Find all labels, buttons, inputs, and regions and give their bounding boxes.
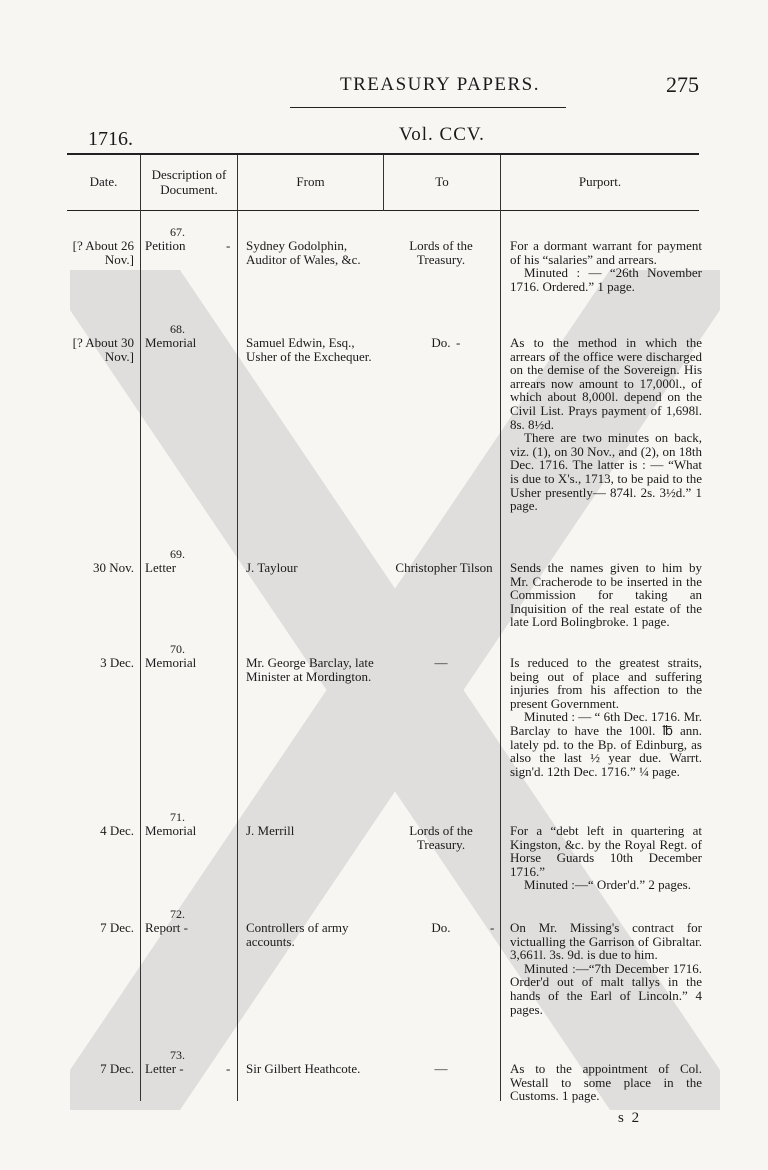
leader-dash: - — [456, 335, 461, 350]
entry-date: 4 Dec. — [100, 823, 134, 838]
entry-to: Do. — [431, 920, 451, 935]
entry-to: Do. — [431, 335, 451, 350]
entry-description: Petition — [145, 238, 186, 253]
entry-purport — [510, 921, 702, 1016]
entry-description: Letter - — [145, 1061, 184, 1076]
purport-text: As to the appointment of Col. Westall to some place in the Customs. 1 page. — [510, 1061, 702, 1104]
entry-from: Samuel Edwin, Esq., Usher of the Exchequer. — [246, 335, 372, 364]
entry-to: — — [434, 1061, 448, 1076]
entry-date: 7 Dec. — [100, 1061, 134, 1076]
entry-description: Memorial — [145, 823, 197, 838]
entry-description: Memorial — [145, 335, 197, 350]
purport-minute: Minuted : — “26th November 1716. Ordered.” 1 page. — [510, 265, 702, 294]
document-number: 71. — [170, 810, 185, 824]
entry-description: Memorial — [145, 655, 197, 670]
document-number: 69. — [170, 547, 185, 561]
entry-purport — [510, 656, 702, 778]
entry-date: [? About 26 Nov.] — [72, 238, 134, 267]
purport-minute: Minuted :—“ Order'd.” 2 pages. — [524, 877, 691, 893]
purport-text: For a “debt left in quartering at Kingston, &c. by the Royal Regt. of Horse Guards 10th December 1716.” — [510, 823, 702, 879]
page-number: 275 — [666, 72, 699, 97]
purport-text: On Mr. Missing's contract for victualling the Garrison of Gibraltar. 3,661l. 3s. 9d. is due to him. — [510, 920, 702, 963]
document-number: 70. — [170, 642, 185, 656]
entry-purport — [510, 1062, 702, 1103]
document-number: 72. — [170, 907, 185, 921]
column-header-from: From — [296, 174, 325, 190]
entry-purport — [510, 336, 702, 513]
entry-date: 3 Dec. — [100, 655, 134, 670]
purport-text: Sends the names given to him by Mr. Cracherode to be inserted in the Commission for taking an Inquisition of the real estate of the late Lord Bolingbroke. 1 page. — [510, 560, 702, 630]
entry-description: Report - — [145, 920, 188, 935]
leader-dash: - — [226, 1061, 231, 1076]
purport-minute: Minuted : — “ 6th Dec. 1716. Mr. Barclay to have the 100l. ℔ ann. lately pd. to the Bp. of Edinburg, as also the last ½ year due. Warrt. sign'd. 12th Dec. 1716.” ¼ page. — [510, 709, 702, 779]
document-number: 68. — [170, 322, 185, 336]
column-divider — [140, 155, 141, 1101]
column-divider — [237, 155, 238, 1101]
column-divider — [500, 155, 501, 1101]
leader-dash: - — [490, 920, 495, 935]
document-number: 67. — [170, 225, 185, 239]
year-heading: 1716. — [88, 128, 133, 150]
leader-dash: - — [226, 238, 231, 253]
column-header-date: Date. — [89, 174, 118, 190]
entry-from: Mr. George Barclay, late Minister at Mordington. — [246, 655, 374, 684]
volume-heading: Vol. CCV. — [399, 124, 485, 145]
entry-description: Letter — [145, 560, 177, 575]
entry-from: Controllers of army accounts. — [246, 920, 349, 949]
purport-minute: There are two minutes on back, viz. (1), on 30 Nov., and (2), on 18th Dec. 1716. The latter is : — “What is due to X's., 1713, to be paid to the Usher presently— 874l. 2s. 3½d.” 1 page. — [510, 430, 702, 514]
entry-date: 7 Dec. — [100, 920, 134, 935]
entry-to: — — [434, 655, 448, 670]
document-number: 73. — [170, 1048, 185, 1062]
entry-to: Lords of the Treasury. — [409, 823, 473, 852]
entry-purport — [510, 824, 702, 892]
purport-text: Is reduced to the greatest straits, being out of place and suffering injuries from his affection to the present Government. — [510, 655, 702, 711]
entry-date: [? About 30 Nov.] — [72, 335, 134, 364]
running-title: TREASURY PAPERS. — [340, 74, 540, 95]
signature-mark: s 2 — [618, 1110, 642, 1126]
entry-from: Sydney Godolphin, Auditor of Wales, &c. — [246, 238, 361, 267]
entry-from: J. Merrill — [246, 823, 295, 838]
entry-from: Sir Gilbert Heathcote. — [246, 1061, 361, 1076]
entry-to: Christopher Tilson — [395, 560, 493, 575]
purport-text: As to the method in which the arrears of the office were discharged on the demise of the Sovereign. His arrears now amount to 17,000l., of which about 8,000l. depend on the Civil List. Prays payment of 1,698l. 8s. 8½d. — [510, 335, 702, 432]
entry-date: 30 Nov. — [92, 560, 134, 575]
header-rule — [290, 107, 566, 108]
purport-text: For a dormant warrant for payment of his “salaries” and arrears. — [510, 238, 702, 267]
entry-from: J. Taylour — [246, 560, 298, 575]
purport-minute: Minuted :—“7th December 1716. Order'd out of malt tallys in the hands of the Earl of Lincoln.” 4 pages. — [510, 960, 702, 1017]
entry-purport — [510, 239, 702, 293]
entry-to: Lords of the Treasury. — [409, 238, 473, 267]
column-header-purport: Purport. — [578, 174, 622, 190]
column-header-to: To — [435, 174, 449, 190]
entry-purport — [510, 561, 702, 629]
column-header-description: Description of Document. — [151, 167, 227, 197]
